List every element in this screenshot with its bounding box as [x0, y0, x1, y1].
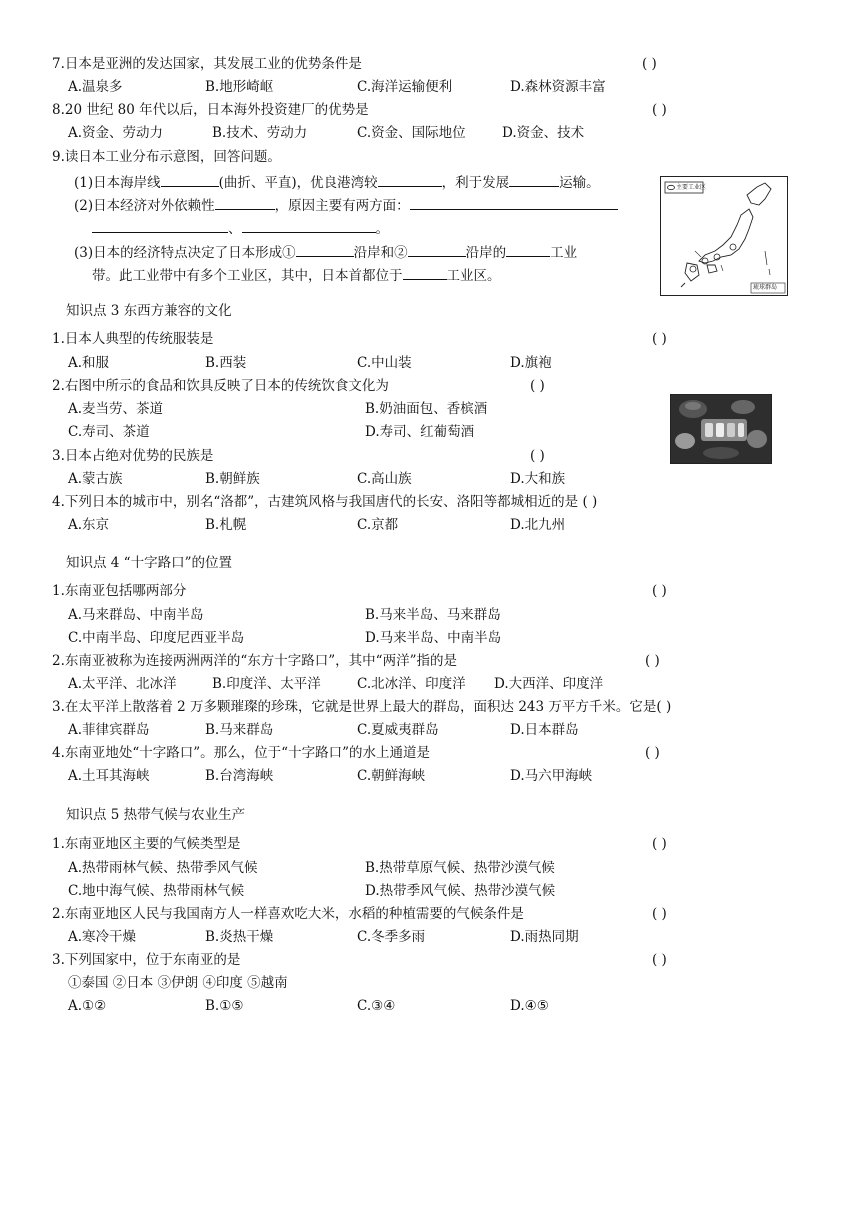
option-d[interactable]: D.旗袍	[510, 355, 552, 371]
question-stem: 2.右图中所示的食品和饮具反映了日本的传统饮食文化为	[52, 378, 389, 394]
country-list: ①泰国 ②日本 ③伊朗 ④印度 ⑤越南	[68, 975, 288, 991]
section-title: 知识点 4 “十字路口”的位置	[66, 555, 232, 571]
option-c[interactable]: C.③④	[357, 998, 396, 1014]
answer-paren[interactable]: ( )	[642, 56, 657, 72]
answer-paren[interactable]: ( )	[652, 952, 667, 968]
option-a[interactable]: A.资金、劳动力	[68, 125, 164, 141]
answer-paren[interactable]: ( )	[530, 448, 545, 464]
map-illustration	[661, 177, 787, 295]
answer-paren[interactable]: ( )	[652, 331, 667, 347]
option-a[interactable]: A.和服	[68, 355, 110, 371]
option-d[interactable]: D.北九州	[510, 517, 566, 533]
option-d[interactable]: D.马六甲海峡	[510, 768, 593, 784]
question-stem: 3.在太平洋上散落着 2 万多颗璀璨的珍珠，它就是世界上最大的群岛，面积达 243 万平方千米。它是( )	[52, 699, 672, 715]
option-b[interactable]: B.热带草原气候、热带沙漠气候	[365, 860, 555, 876]
blank[interactable]	[215, 195, 275, 210]
option-c[interactable]: C.寿司、茶道	[68, 424, 150, 440]
option-c[interactable]: C.中南半岛、印度尼西亚半岛	[68, 630, 245, 646]
option-b[interactable]: B.西装	[205, 355, 247, 371]
option-a[interactable]: A.东京	[68, 517, 110, 533]
option-c[interactable]: C.资金、国际地位	[357, 125, 466, 141]
option-c[interactable]: C.朝鲜海峡	[357, 768, 426, 784]
question-stem: 9.读日本工业分布示意图，回答问题。	[52, 149, 281, 165]
option-c[interactable]: C.地中海气候、热带雨林气候	[68, 883, 245, 899]
blank[interactable]	[92, 218, 228, 233]
option-d[interactable]: D.雨热同期	[510, 929, 579, 945]
option-d[interactable]: D.大和族	[510, 471, 566, 487]
question-stem: 1.日本人典型的传统服装是	[52, 331, 214, 347]
option-a[interactable]: A.热带雨林气候、热带季风气候	[68, 860, 258, 876]
option-a[interactable]: A.太平洋、北冰洋	[68, 676, 177, 692]
answer-paren[interactable]: ( )	[652, 102, 667, 118]
answer-paren[interactable]: ( )	[645, 653, 660, 669]
blank[interactable]	[378, 172, 442, 187]
option-b[interactable]: B.奶油面包、香槟酒	[365, 401, 488, 417]
fill-line-3b: 带。此工业带中有多个工业区，其中，日本首都位于 工业区。	[92, 265, 501, 285]
blank[interactable]	[242, 218, 376, 233]
question-stem: 2.东南亚被称为连接两洲两洋的“东方十字路口”，其中“两洋”指的是	[52, 653, 457, 669]
option-d[interactable]: D.热带季风气候、热带沙漠气候	[365, 883, 556, 899]
option-c[interactable]: C.夏威夷群岛	[357, 722, 439, 738]
question-stem: 7.日本是亚洲的发达国家，其发展工业的优势条件是	[52, 56, 362, 72]
fill-line-1: (1)日本海岸线 (曲折、平直)，优良港湾较 ，利于发展 运输。	[74, 172, 600, 192]
photo-illustration	[671, 395, 771, 463]
option-c[interactable]: C.冬季多雨	[357, 929, 426, 945]
option-a[interactable]: A.温泉多	[68, 79, 123, 95]
question-stem: 4.东南亚地处“十字路口”。那么，位于“十字路口”的水上通道是	[52, 745, 430, 761]
blank[interactable]	[161, 172, 219, 187]
section-title: 知识点 5 热带气候与农业生产	[66, 807, 246, 823]
option-b[interactable]: B.马来群岛	[205, 722, 274, 738]
option-b[interactable]: B.台湾海峡	[205, 768, 274, 784]
map-island-label: 琉球群岛	[753, 284, 778, 291]
option-a[interactable]: A.蒙古族	[68, 471, 123, 487]
fill-line-2b: 、 。	[92, 218, 389, 238]
option-c[interactable]: C.海洋运输便利	[357, 79, 453, 95]
answer-paren[interactable]: ( )	[652, 836, 667, 852]
option-b[interactable]: B.札幌	[205, 517, 247, 533]
blank[interactable]	[403, 265, 447, 280]
question-stem: 3.日本占绝对优势的民族是	[52, 448, 214, 464]
blank[interactable]	[410, 195, 618, 210]
option-b[interactable]: B.马来半岛、马来群岛	[365, 607, 501, 623]
blank[interactable]	[408, 242, 466, 257]
option-d[interactable]: D.日本群岛	[510, 722, 579, 738]
option-a[interactable]: A.寒冷干燥	[68, 929, 137, 945]
option-b[interactable]: B.朝鲜族	[205, 471, 260, 487]
option-d[interactable]: D.森林资源丰富	[510, 79, 606, 95]
blank[interactable]	[296, 242, 354, 257]
question-stem: 1.东南亚包括哪两部分	[52, 583, 187, 599]
question-stem: 8.20 世纪 80 年代以后，日本海外投资建厂的优势是	[52, 102, 369, 118]
option-b[interactable]: B.地形崎岖	[205, 79, 274, 95]
option-b[interactable]: B.炎热干燥	[205, 929, 274, 945]
map-legend-label: 主要工业区	[676, 184, 707, 191]
fill-line-2: (2)日本经济对外依赖性 ，原因主要有两方面：	[74, 195, 618, 215]
option-c[interactable]: C.京都	[357, 517, 399, 533]
question-stem: 2.东南亚地区人民与我国南方人一样喜欢吃大米，水稻的种植需要的气候条件是	[52, 906, 524, 922]
sushi-tea-photo	[670, 394, 772, 464]
option-d[interactable]: D.马来半岛、中南半岛	[365, 630, 502, 646]
option-a[interactable]: A.麦当劳、茶道	[68, 401, 164, 417]
answer-paren[interactable]: ( )	[645, 745, 660, 761]
option-a[interactable]: A.土耳其海峡	[68, 768, 150, 784]
question-stem: 3.下列国家中，位于东南亚的是	[52, 952, 241, 968]
answer-paren[interactable]: ( )	[652, 906, 667, 922]
option-a[interactable]: A.菲律宾群岛	[68, 722, 150, 738]
question-stem: 1.东南亚地区主要的气候类型是	[52, 836, 241, 852]
option-b[interactable]: B.技术、劳动力	[212, 125, 308, 141]
option-b[interactable]: B.①⑤	[205, 998, 244, 1014]
option-c[interactable]: C.北冰洋、印度洋	[357, 676, 466, 692]
option-a[interactable]: A.马来群岛、中南半岛	[68, 607, 204, 623]
blank[interactable]	[506, 242, 550, 257]
option-d[interactable]: D.寿司、红葡萄酒	[365, 424, 475, 440]
option-c[interactable]: C.中山装	[357, 355, 412, 371]
option-d[interactable]: D.资金、技术	[502, 125, 585, 141]
option-a[interactable]: A.①②	[68, 998, 107, 1014]
option-d[interactable]: D.④⑤	[510, 998, 549, 1014]
fill-line-3: (3)日本的经济特点决定了日本形成① 沿岸和② 沿岸的 工业	[74, 242, 577, 262]
section-title: 知识点 3 东西方兼容的文化	[66, 303, 232, 319]
option-d[interactable]: D.大西洋、印度洋	[494, 676, 604, 692]
answer-paren[interactable]: ( )	[652, 583, 667, 599]
answer-paren[interactable]: ( )	[530, 378, 545, 394]
option-b[interactable]: B.印度洋、太平洋	[212, 676, 321, 692]
blank[interactable]	[509, 172, 559, 187]
question-stem: 4.下列日本的城市中，别名“洛都”，古建筑风格与我国唐代的长安、洛阳等都城相近的是 ( )	[52, 494, 598, 510]
option-c[interactable]: C.高山族	[357, 471, 412, 487]
japan-industry-map	[660, 176, 788, 296]
